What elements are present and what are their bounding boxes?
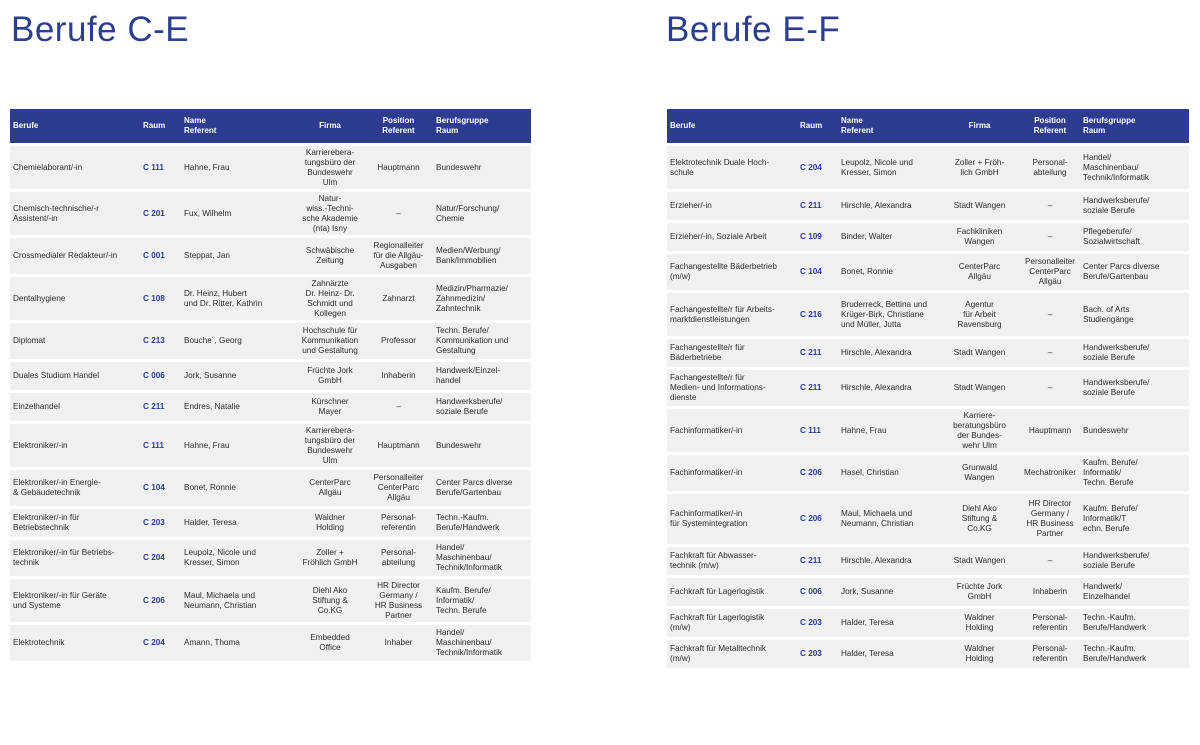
cell-name-referent: Bonet, Ronnie	[838, 254, 939, 290]
cell-name-referent: Leupolz, Nicole und Kresser, Simon	[181, 540, 296, 576]
cell-name-referent: Leupolz, Nicole und Kresser, Simon	[838, 146, 939, 189]
cell-raum: C 001	[140, 238, 181, 274]
cell-berufsgruppe: Medien/Werbung/ Bank/Immobilien	[433, 238, 531, 274]
cell-berufsgruppe: Center Parcs diverse Berufe/Gartenbau	[1080, 254, 1189, 290]
table-row	[10, 540, 531, 576]
cell-berufsgruppe: Handel/ Maschinenbau/ Technik/Informatik	[433, 540, 531, 576]
cell-raum: C 104	[140, 470, 181, 506]
cell-berufe: Elektroniker/-in für Geräte und Systeme	[10, 579, 140, 622]
cell-raum: C 203	[797, 640, 838, 668]
cell-position-referent: Personal- referentin	[1020, 640, 1080, 668]
cell-raum: C 211	[797, 370, 838, 406]
cell-position-referent: Mechatroniker	[1020, 455, 1080, 491]
cell-berufsgruppe: Medizin/Pharmazie/ Zahnmedizin/ Zahntechnik	[433, 277, 531, 320]
cell-berufsgruppe: Handwerksberufe/ soziale Berufe	[1080, 370, 1189, 406]
cell-firma: Stadt Wangen	[939, 192, 1020, 220]
cell-firma: Schwäbische Zeitung	[296, 238, 364, 274]
cell-berufsgruppe: Bundeswehr	[433, 146, 531, 189]
cell-berufsgruppe: Bundeswehr	[433, 424, 531, 467]
cell-berufsgruppe: Techn.-Kaufm. Berufe/Handwerk	[1080, 609, 1189, 637]
table-row	[667, 339, 1189, 367]
cell-position-referent: Inhaber	[364, 625, 433, 661]
cell-raum: C 203	[140, 509, 181, 537]
cell-position-referent: Inhaberin	[364, 362, 433, 390]
cell-raum: C 204	[797, 146, 838, 189]
table-row	[10, 277, 531, 320]
column-header-raum: Raum	[797, 109, 838, 143]
cell-position-referent: Hauptmann	[364, 424, 433, 467]
cell-name-referent: Fux, Wilhelm	[181, 192, 296, 235]
page-title-left: Berufe C-E	[11, 10, 190, 49]
cell-position-referent: Personal- abteilung	[364, 540, 433, 576]
cell-position-referent: –	[1020, 293, 1080, 336]
cell-firma: Waldner Holding	[939, 609, 1020, 637]
cell-name-referent: Hirschle, Alexandra	[838, 547, 939, 575]
cell-name-referent: Hirschle, Alexandra	[838, 192, 939, 220]
cell-berufe: Erzieher/-in, Soziale Arbeit	[667, 223, 797, 251]
cell-firma: Karriere- beratungsbüro der Bundes- wehr Ulm	[939, 409, 1020, 452]
cell-berufe: Elektrotechnik	[10, 625, 140, 661]
cell-berufe: Fachkraft für Metalltechnik (m/w)	[667, 640, 797, 668]
cell-berufsgruppe: Handwerk/Einzel- handel	[433, 362, 531, 390]
cell-berufe: Elektroniker/-in für Betriebstechnik	[10, 509, 140, 537]
column-header-berufe: Berufe	[10, 109, 140, 143]
cell-raum: C 111	[140, 424, 181, 467]
cell-raum: C 213	[140, 323, 181, 359]
cell-firma: Früchte Jork GmbH	[296, 362, 364, 390]
cell-position-referent: Personal- referentin	[364, 509, 433, 537]
cell-raum: C 211	[797, 547, 838, 575]
cell-position-referent: –	[364, 393, 433, 421]
cell-position-referent: –	[1020, 223, 1080, 251]
cell-raum: C 108	[140, 277, 181, 320]
table-row	[10, 323, 531, 359]
cell-position-referent: Personal- abteilung	[1020, 146, 1080, 189]
cell-position-referent: Hauptmann	[364, 146, 433, 189]
cell-name-referent: Hahne, Frau	[838, 409, 939, 452]
cell-name-referent: Hirschle, Alexandra	[838, 339, 939, 367]
table-row	[10, 393, 531, 421]
cell-firma: Waldner Holding	[296, 509, 364, 537]
cell-firma: Agentur für Arbeit Ravensburg	[939, 293, 1020, 336]
cell-raum: C 211	[140, 393, 181, 421]
cell-raum: C 104	[797, 254, 838, 290]
cell-name-referent: Steppat, Jan	[181, 238, 296, 274]
cell-berufsgruppe: Bundeswehr	[1080, 409, 1189, 452]
cell-berufsgruppe: Handwerksberufe/ soziale Berufe	[433, 393, 531, 421]
cell-name-referent: Amann, Thoma	[181, 625, 296, 661]
column-header-name: Name Referent	[181, 109, 296, 143]
table-row	[667, 370, 1189, 406]
table-row	[10, 146, 531, 189]
table-row	[10, 470, 531, 506]
cell-position-referent: Zahnarzt	[364, 277, 433, 320]
cell-berufe: Fachkraft für Lagerlogistik (m/w)	[667, 609, 797, 637]
column-header-firma: Firma	[939, 109, 1020, 143]
cell-berufe: Elektroniker/-in für Betriebs- technik	[10, 540, 140, 576]
cell-berufe: Duales Studium Handel	[10, 362, 140, 390]
cell-name-referent: Jork, Susanne	[181, 362, 296, 390]
cell-firma: Stadt Wangen	[939, 370, 1020, 406]
cell-raum: C 206	[797, 494, 838, 544]
cell-berufsgruppe: Techn.-Kaufm. Berufe/Handwerk	[1080, 640, 1189, 668]
cell-berufe: Fachangestellte/r für Medien- und Informations- dienste	[667, 370, 797, 406]
cell-position-referent: Professor	[364, 323, 433, 359]
cell-position-referent: –	[1020, 339, 1080, 367]
cell-raum: C 206	[797, 455, 838, 491]
cell-firma: Karrierebera- tungsbüro der Bundeswehr Ulm	[296, 146, 364, 189]
cell-raum: C 109	[797, 223, 838, 251]
cell-position-referent: –	[1020, 370, 1080, 406]
cell-firma: Stadt Wangen	[939, 339, 1020, 367]
cell-berufsgruppe: Handel/ Maschinenbau/ Technik/Informatik	[433, 625, 531, 661]
cell-position-referent: –	[1020, 547, 1080, 575]
cell-raum: C 211	[797, 192, 838, 220]
cell-firma: Kürschner Mayer	[296, 393, 364, 421]
cell-firma: CenterParc Allgäu	[296, 470, 364, 506]
table-header	[667, 109, 1189, 143]
column-header-position: Position Referent	[364, 109, 433, 143]
cell-berufe: Fachkraft für Abwasser- technik (m/w)	[667, 547, 797, 575]
cell-berufsgruppe: Kaufm. Berufe/ Informatik/T echn. Berufe	[1080, 494, 1189, 544]
table-row	[667, 254, 1189, 290]
cell-position-referent: Inhaberin	[1020, 578, 1080, 606]
table-row	[667, 409, 1189, 452]
column-header-position: Position Referent	[1020, 109, 1080, 143]
cell-raum: C 006	[797, 578, 838, 606]
cell-name-referent: Halder, Teresa	[838, 640, 939, 668]
cell-berufe: Fachangestellte/r für Bäderbetriebe	[667, 339, 797, 367]
cell-berufe: Crossmedialer Redakteur/-in	[10, 238, 140, 274]
cell-berufsgruppe: Handwerksberufe/ soziale Berufe	[1080, 192, 1189, 220]
cell-name-referent: Bonet, Ronnie	[181, 470, 296, 506]
cell-berufsgruppe: Techn.-Kaufm. Berufe/Handwerk	[433, 509, 531, 537]
cell-name-referent: Hahne, Frau	[181, 424, 296, 467]
cell-name-referent: Hirschle, Alexandra	[838, 370, 939, 406]
cell-firma: CenterParc Allgäu	[939, 254, 1020, 290]
cell-firma: Grunwald Wangen	[939, 455, 1020, 491]
cell-name-referent: Maul, Michaela und Neumann, Christian	[181, 579, 296, 622]
cell-name-referent: Endres, Natalie	[181, 393, 296, 421]
cell-raum: C 204	[140, 625, 181, 661]
table-row	[10, 362, 531, 390]
cell-position-referent: Regionalleiter für die Allgäu- Ausgaben	[364, 238, 433, 274]
cell-name-referent: Bouche´, Georg	[181, 323, 296, 359]
table-row	[667, 192, 1189, 220]
table-row	[667, 494, 1189, 544]
cell-position-referent: –	[364, 192, 433, 235]
cell-berufe: Chemielaborant/-in	[10, 146, 140, 189]
cell-name-referent: Dr. Heinz, Hubert und Dr. Ritter, Kathrin	[181, 277, 296, 320]
jobs-table-left	[10, 106, 531, 664]
column-header-firma: Firma	[296, 109, 364, 143]
cell-firma: Karrierebera- tungsbüro der Bundeswehr Ulm	[296, 424, 364, 467]
cell-name-referent: Halder, Teresa	[838, 609, 939, 637]
cell-raum: C 211	[797, 339, 838, 367]
cell-berufe: Fachangestellte Bäderbetrieb (m/w)	[667, 254, 797, 290]
column-header-raum: Raum	[140, 109, 181, 143]
cell-firma: Embedded Office	[296, 625, 364, 661]
table-row	[667, 223, 1189, 251]
table-row	[10, 509, 531, 537]
table-row	[667, 578, 1189, 606]
table-row	[667, 293, 1189, 336]
cell-berufsgruppe: Handel/ Maschinenbau/ Technik/Informatik	[1080, 146, 1189, 189]
cell-raum: C 111	[797, 409, 838, 452]
cell-berufe: Fachkraft für Lagerlogistik	[667, 578, 797, 606]
cell-berufsgruppe: Handwerk/ Einzelhandel	[1080, 578, 1189, 606]
column-header-berufsgruppe: Berufsgruppe Raum	[1080, 109, 1189, 143]
cell-raum: C 216	[797, 293, 838, 336]
cell-firma: Zoller + Fröhlich GmbH	[296, 540, 364, 576]
table-row	[667, 547, 1189, 575]
column-header-berufsgruppe: Berufsgruppe Raum	[433, 109, 531, 143]
cell-firma: Fachkliniken Wangen	[939, 223, 1020, 251]
table-row	[10, 192, 531, 235]
cell-name-referent: Hasel, Christian	[838, 455, 939, 491]
cell-name-referent: Jork, Susanne	[838, 578, 939, 606]
cell-firma: Waldner Holding	[939, 640, 1020, 668]
cell-berufe: Dentalhygiene	[10, 277, 140, 320]
cell-raum: C 006	[140, 362, 181, 390]
cell-berufsgruppe: Pflegeberufe/ Sozialwirtschaft	[1080, 223, 1189, 251]
column-header-name: Name Referent	[838, 109, 939, 143]
jobs-table-right	[667, 106, 1189, 671]
cell-berufsgruppe: Kaufm. Berufe/ Informatik/ Techn. Berufe	[1080, 455, 1189, 491]
cell-firma: Stadt Wangen	[939, 547, 1020, 575]
table-row	[667, 455, 1189, 491]
cell-position-referent: Hauptmann	[1020, 409, 1080, 452]
cell-berufe: Erzieher/-in	[667, 192, 797, 220]
table-header	[10, 109, 531, 143]
cell-name-referent: Bruderreck, Bettina und Krüger-Birk, Christiane und Müller, Jutta	[838, 293, 939, 336]
cell-raum: C 111	[140, 146, 181, 189]
cell-berufsgruppe: Kaufm. Berufe/ Informatik/ Techn. Berufe	[433, 579, 531, 622]
table-row	[10, 424, 531, 467]
cell-firma: Zoller + Fröh- lich GmbH	[939, 146, 1020, 189]
cell-berufe: Chemisch-technische/-r Assistent/-in	[10, 192, 140, 235]
cell-position-referent: Personalleiter CenterParc Allgäu	[1020, 254, 1080, 290]
cell-berufe: Einzelhandel	[10, 393, 140, 421]
cell-position-referent: –	[1020, 192, 1080, 220]
cell-name-referent: Hahne, Frau	[181, 146, 296, 189]
cell-berufe: Diplomat	[10, 323, 140, 359]
cell-raum: C 201	[140, 192, 181, 235]
cell-berufe: Fachinformatiker/-in	[667, 455, 797, 491]
cell-position-referent: HR Director Germany / HR Business Partner	[1020, 494, 1080, 544]
table-row	[10, 579, 531, 622]
cell-firma: Diehl Ako Stiftung & Co.KG	[939, 494, 1020, 544]
cell-position-referent: Personal- referentin	[1020, 609, 1080, 637]
cell-firma: Diehl Ako Stiftung & Co.KG	[296, 579, 364, 622]
cell-berufsgruppe: Center Parcs diverse Berufe/Gartenbau	[433, 470, 531, 506]
cell-firma: Zahnärzte Dr. Heinz- Dr. Schmidt und Kollegen	[296, 277, 364, 320]
table-row	[667, 609, 1189, 637]
cell-berufsgruppe: Handwerksberufe/ soziale Berufe	[1080, 547, 1189, 575]
table-row	[10, 625, 531, 661]
cell-berufe: Elektroniker/-in	[10, 424, 140, 467]
cell-firma: Hochschule für Kommunikation und Gestaltung	[296, 323, 364, 359]
cell-name-referent: Maul, Michaela und Neumann, Christian	[838, 494, 939, 544]
table-row	[667, 640, 1189, 668]
column-header-berufe: Berufe	[667, 109, 797, 143]
cell-berufe: Elektrotechnik Duale Hoch- schule	[667, 146, 797, 189]
cell-name-referent: Halder, Teresa	[181, 509, 296, 537]
page-title-right: Berufe E-F	[666, 10, 841, 49]
cell-berufsgruppe: Natur/Forschung/ Chemie	[433, 192, 531, 235]
table-row	[10, 238, 531, 274]
cell-raum: C 204	[140, 540, 181, 576]
cell-berufe: Elektroniker/-in Energie- & Gebäudetechnik	[10, 470, 140, 506]
cell-berufsgruppe: Handwerksberufe/ soziale Berufe	[1080, 339, 1189, 367]
cell-position-referent: HR Director Germany / HR Business Partner	[364, 579, 433, 622]
cell-berufe: Fachangestellte/r für Arbeits- marktdienstleistungen	[667, 293, 797, 336]
cell-firma: Natur- wiss.-Techni- sche Akademie (nta) Isny	[296, 192, 364, 235]
cell-berufsgruppe: Bach. of Arts Studiengänge	[1080, 293, 1189, 336]
cell-berufe: Fachinformatiker/-in	[667, 409, 797, 452]
cell-raum: C 203	[797, 609, 838, 637]
cell-firma: Früchte Jork GmbH	[939, 578, 1020, 606]
cell-berufe: Fachinformatiker/-in für Systemintegration	[667, 494, 797, 544]
table-row	[667, 146, 1189, 189]
cell-berufsgruppe: Techn. Berufe/ Kommunikation und Gestaltung	[433, 323, 531, 359]
cell-name-referent: Binder, Walter	[838, 223, 939, 251]
cell-raum: C 206	[140, 579, 181, 622]
cell-position-referent: Personalleiter CenterParc Allgäu	[364, 470, 433, 506]
